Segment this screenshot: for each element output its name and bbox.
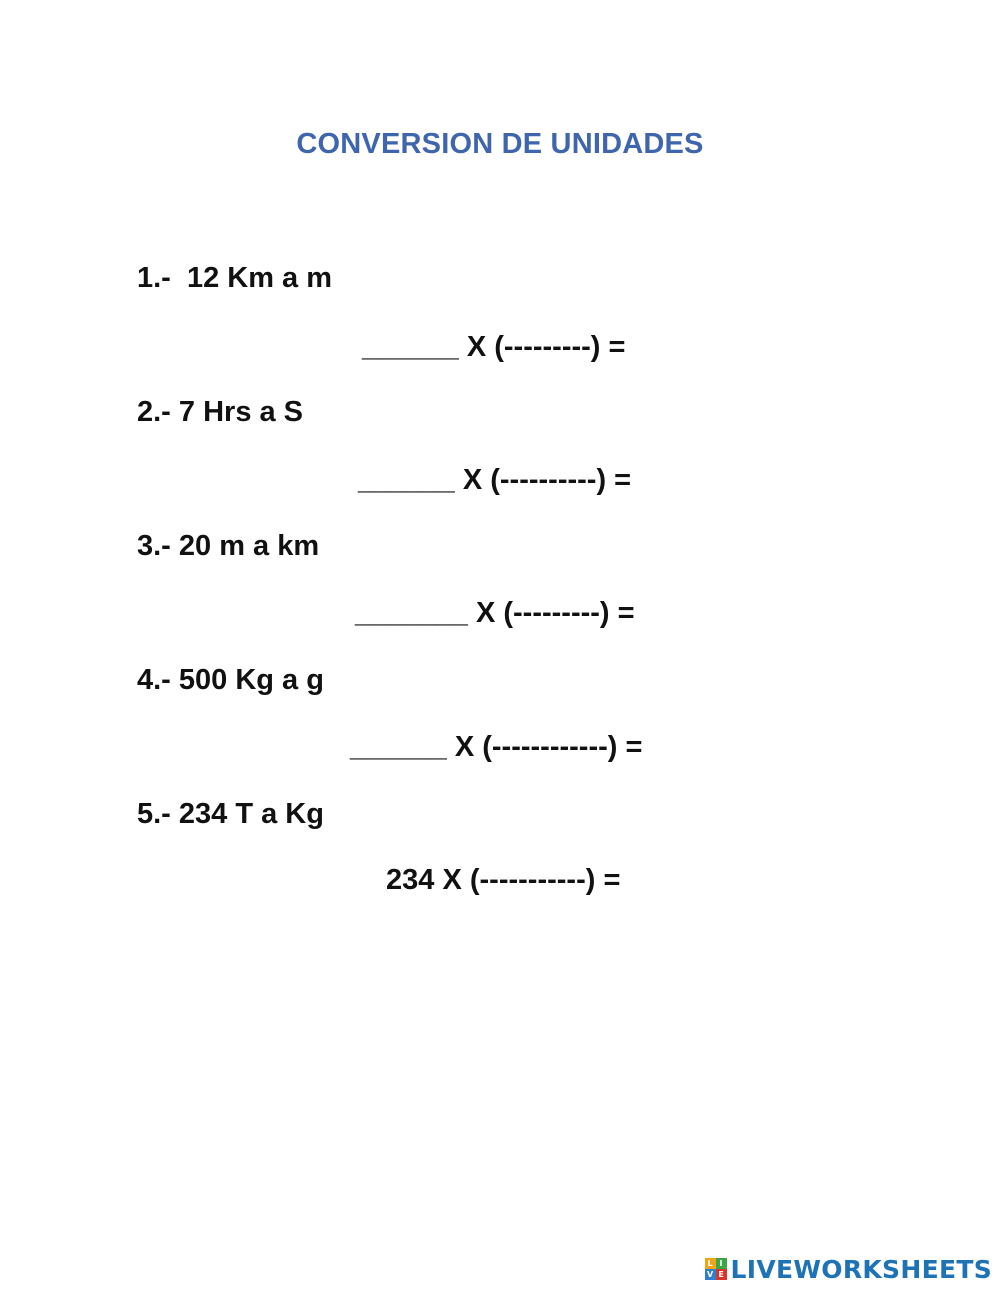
problem-4-formula: ______ X (------------) = xyxy=(350,731,643,763)
logo-letter: I xyxy=(716,1258,727,1269)
problem-5-statement: 5.- 234 T a Kg xyxy=(137,798,324,830)
problem-2-statement: 2.- 7 Hrs a S xyxy=(137,396,304,428)
liveworksheets-brand xyxy=(705,1252,992,1286)
liveworksheets-logo-icon xyxy=(705,1258,727,1280)
logo-letter: L xyxy=(705,1258,716,1269)
worksheet-title: CONVERSION DE UNIDADES xyxy=(296,128,704,160)
brand-text: LIVEWORKSHEETS xyxy=(730,1254,992,1284)
problem-1-statement: 1.- 12 Km a m xyxy=(137,262,333,294)
problem-3-statement: 3.- 20 m a km xyxy=(137,530,320,562)
logo-letter: E xyxy=(716,1269,727,1280)
problem-3-formula: _______ X (---------) = xyxy=(355,597,635,629)
logo-letter: V xyxy=(705,1269,716,1280)
problem-4-statement: 4.- 500 Kg a g xyxy=(137,664,324,696)
problem-5-formula: 234 X (-----------) = xyxy=(386,864,621,896)
problem-2-formula: ______ X (----------) = xyxy=(358,464,632,496)
problem-1-formula: ______ X (---------) = xyxy=(362,331,626,363)
